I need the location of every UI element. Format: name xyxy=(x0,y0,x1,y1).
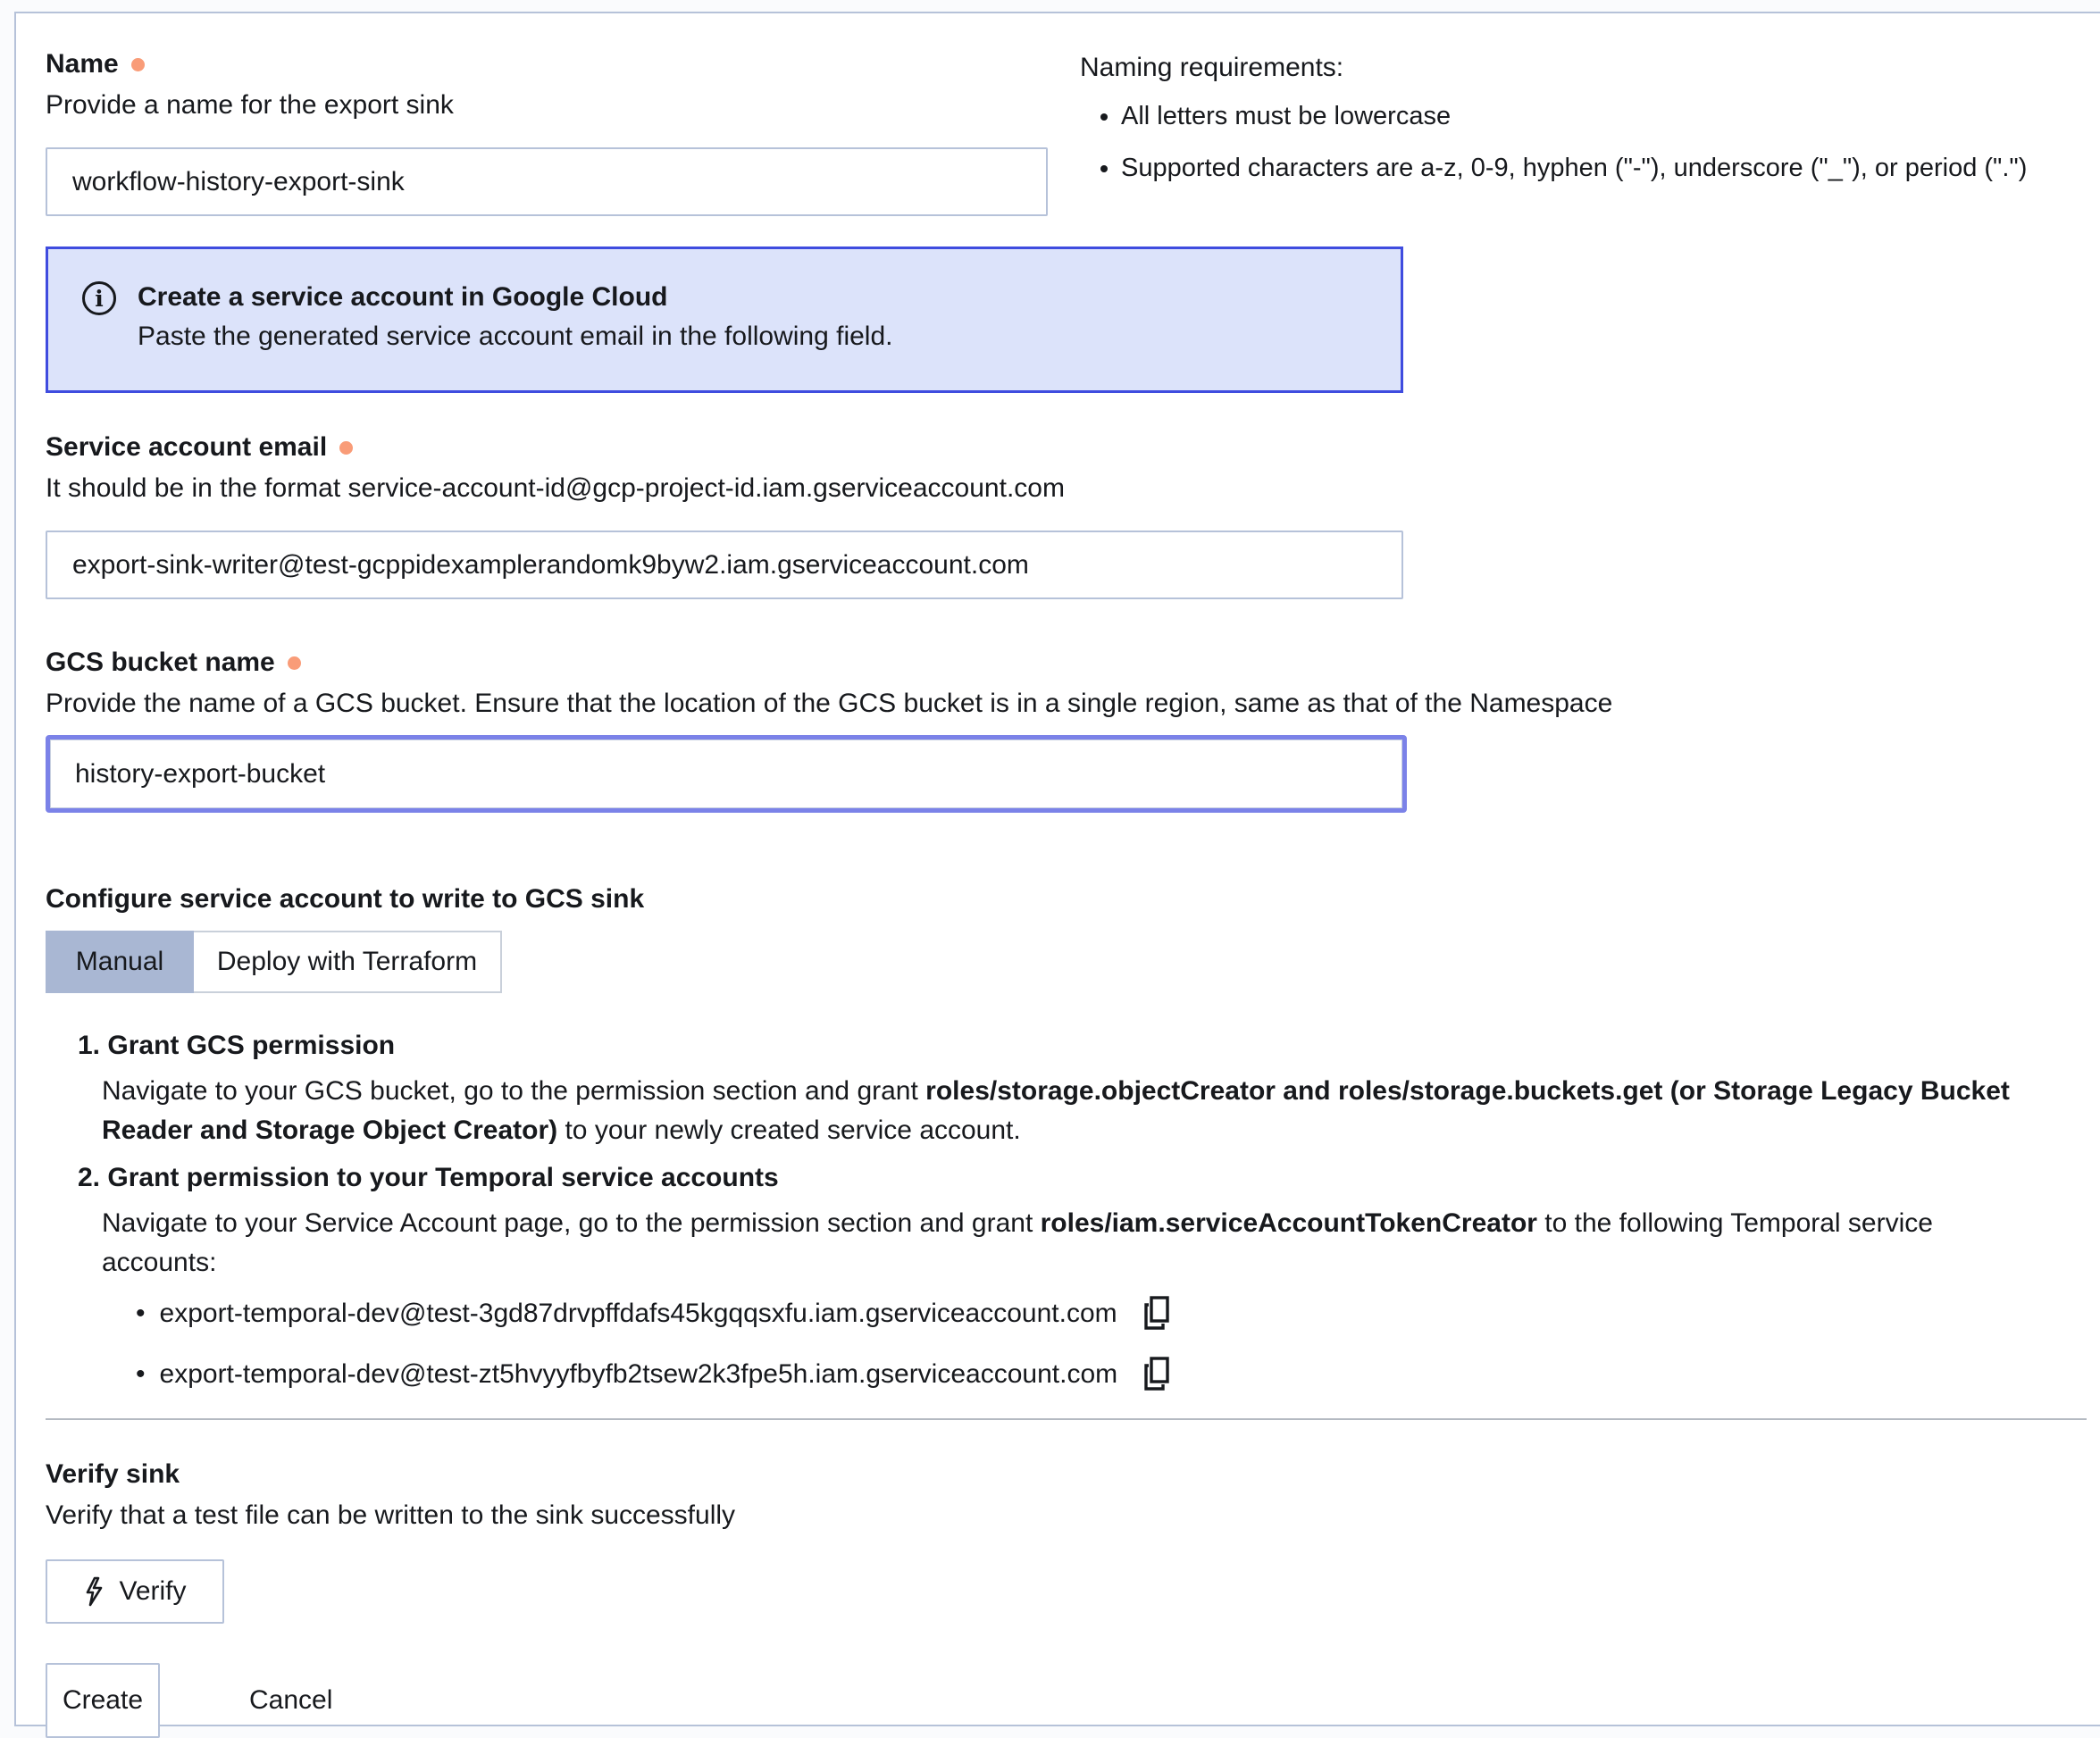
tab-manual-label: Manual xyxy=(75,947,164,976)
copy-button[interactable] xyxy=(1141,1294,1173,1333)
step-1-body-bold: roles/storage.objectCreator and roles/storage.buckets.get (or Storage Legacy Bucket Reader and Storage Object Creator) xyxy=(102,1076,2010,1145)
service-account-row xyxy=(136,1356,2100,1393)
required-dot-icon xyxy=(339,441,353,455)
manual-steps xyxy=(78,1027,2100,1283)
step-1-title xyxy=(78,1027,2100,1065)
verify-sink-label xyxy=(46,1456,2100,1493)
service-account-email-text: export-temporal-dev@test-zt5hvyyfbyfb2tsew2k3fpe5h.iam.gserviceaccount.com xyxy=(159,1359,1118,1389)
verify-sink-description: Verify that a test file can be written to the sink successfully xyxy=(46,1500,736,1530)
naming-requirement-item: • Supported characters are a-z, 0-9, hyphen ("-"), underscore ("_"), or period (".") xyxy=(1121,149,2100,187)
form-actions xyxy=(46,1663,2100,1738)
lightning-bolt-icon xyxy=(83,1576,105,1607)
naming-requirement-item: • All letters must be lowercase xyxy=(1121,97,2100,135)
info-banner-title: Create a service account in Google Cloud xyxy=(138,282,668,312)
step-2-number: 2. xyxy=(78,1163,101,1192)
configure-section-title: Configure service account to write to GCS sink xyxy=(46,884,645,914)
step-1-body-prefix: Navigate to your GCS bucket, go to the permission section and grant xyxy=(102,1076,926,1106)
step-1-title-text: Grant GCS permission xyxy=(107,1031,396,1060)
name-label-text: Name xyxy=(46,49,119,79)
name-input[interactable] xyxy=(46,147,1048,216)
step-1-body xyxy=(102,1072,2036,1150)
copy-icon xyxy=(1141,1294,1173,1333)
step-2-body xyxy=(102,1204,2036,1283)
info-banner-text xyxy=(138,278,893,390)
service-account-email-description: It should be in the format service-account-id@gcp-project-id.iam.gserviceaccount.com xyxy=(46,473,1065,503)
cancel-button-label: Cancel xyxy=(249,1685,333,1715)
info-banner xyxy=(46,246,1403,393)
bullet-icon: • xyxy=(136,1299,146,1328)
required-dot-icon xyxy=(288,656,301,670)
step-2-body-suffix: to the following Temporal service accounts: xyxy=(102,1208,1933,1277)
tab-deploy-with-terraform-label: Deploy with Terraform xyxy=(216,947,478,976)
service-account-email-label xyxy=(46,429,2100,466)
copy-icon xyxy=(1141,1355,1173,1394)
step-1-body-suffix: to your newly created service account. xyxy=(557,1115,1021,1145)
gcs-bucket-label-text: GCS bucket name xyxy=(46,648,275,677)
name-section xyxy=(46,46,1064,216)
info-banner-description: Paste the generated service account email in the following field. xyxy=(138,322,893,351)
naming-requirements-list xyxy=(1080,97,2100,187)
step-1-number: 1. xyxy=(78,1031,101,1060)
gcs-bucket-section xyxy=(46,644,2100,813)
tab-manual[interactable] xyxy=(46,931,194,993)
step-2-title xyxy=(78,1159,2100,1197)
gcs-bucket-input[interactable] xyxy=(73,758,1379,790)
info-circle-icon: i xyxy=(82,281,116,315)
copy-button[interactable] xyxy=(1141,1355,1173,1394)
temporal-service-accounts-list xyxy=(136,1295,2100,1393)
service-account-email-label-text: Service account email xyxy=(46,432,328,462)
naming-requirements-title: Naming requirements: xyxy=(1080,53,1344,82)
step-2-body-bold: roles/iam.serviceAccountTokenCreator xyxy=(1040,1208,1537,1238)
name-description: Provide a name for the export sink xyxy=(46,90,454,120)
create-button-label: Create xyxy=(62,1685,144,1715)
cancel-button[interactable] xyxy=(249,1685,332,1716)
naming-requirements xyxy=(1080,46,2100,216)
section-divider xyxy=(46,1418,2087,1420)
create-button[interactable] xyxy=(46,1663,160,1738)
name-label xyxy=(46,46,1064,83)
configure-tabs xyxy=(46,931,2100,993)
export-sink-form xyxy=(14,12,2100,1726)
service-account-email-input[interactable] xyxy=(46,531,1403,599)
service-account-row xyxy=(136,1295,2100,1333)
required-dot-icon xyxy=(131,58,145,71)
bullet-icon: • xyxy=(136,1359,146,1389)
gcs-bucket-description: Provide the name of a GCS bucket. Ensure that the location of the GCS bucket is in a single region, same as that of the Namespace xyxy=(46,689,1613,718)
step-2-body-prefix: Navigate to your Service Account page, go to the permission section and grant xyxy=(102,1208,1041,1238)
gcs-bucket-label xyxy=(46,644,2100,681)
verify-sink-label-text: Verify sink xyxy=(46,1459,180,1489)
verify-sink-section xyxy=(46,1456,2100,1624)
verify-button-label: Verify xyxy=(119,1576,187,1606)
verify-button[interactable] xyxy=(46,1559,224,1624)
service-account-email-text: export-temporal-dev@test-3gd87drvpffdafs45kgqqsxfu.iam.gserviceaccount.com xyxy=(159,1299,1117,1328)
gcs-bucket-input-focus-ring xyxy=(46,735,1407,813)
name-and-requirements-row xyxy=(46,46,2100,216)
step-2-title-text: Grant permission to your Temporal service accounts xyxy=(107,1163,779,1192)
tab-deploy-with-terraform[interactable] xyxy=(194,931,502,993)
service-account-email-section xyxy=(46,429,2100,599)
